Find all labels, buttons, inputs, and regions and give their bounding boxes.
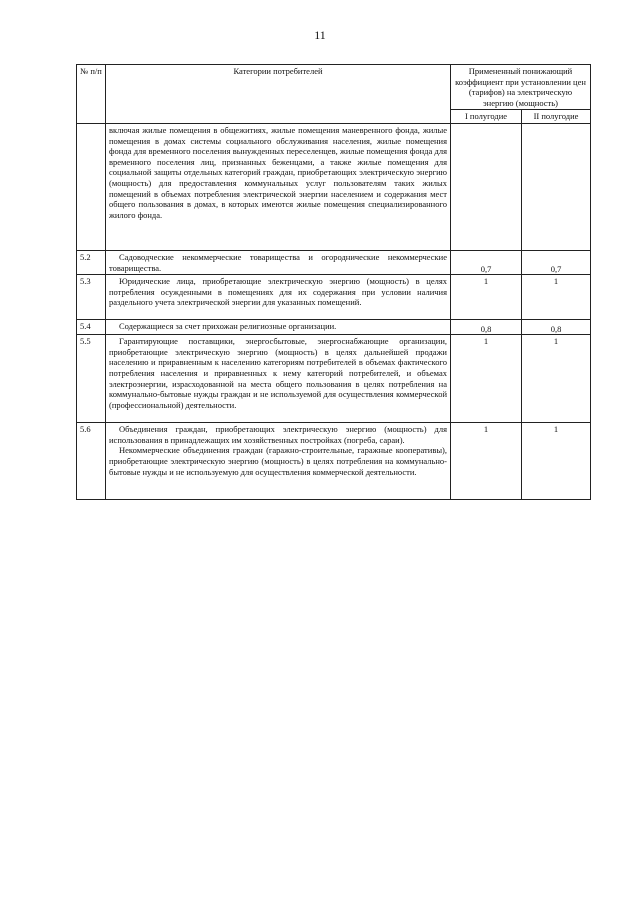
header-coefficient: Примененный понижающий коэффициент при установлении цен (тарифов) на электрическую энергию (мощность) — [451, 65, 591, 110]
row-category — [106, 123, 451, 250]
row-coef-first-half: 1 — [451, 335, 522, 423]
row-category — [106, 423, 451, 500]
row-coef-first-half: 1 — [451, 423, 522, 500]
row-coef-second-half — [522, 123, 591, 250]
category-text: Гарантирующие поставщики, энергосбытовые, энергоснабжающие организации, приобретающие электрическую энергию (мощность) в целях дальнейшей продажи населению и приравненным к населению категориям потребителей в объемах фактического потребления населения и приравненных к нему категорий потребителей, и объемах электроэнергии, израсходованной на места общего пользования в целях потребления на коммунально-бытовые нужды граждан и не используемой для осуществления коммерческой (профессиональной) деятельности. — [109, 336, 447, 410]
category-text-second: Некоммерческие объединения граждан (гаражно-строительные, гаражные кооперативы), приобретающие электрическую энергию (мощность) в целях потребления на коммунально-бытовые нужды и не используемую для осуществления коммерческой деятельности. — [109, 445, 447, 477]
page-number: 11 — [314, 28, 326, 42]
tariff-coefficient-table — [76, 64, 591, 500]
row-coef-second-half: 1 — [522, 423, 591, 500]
row-number: 5.2 — [77, 250, 106, 274]
category-text: Юридические лица, приобретающие электрическую энергию (мощность) в целях потребления осужденными в помещениях для их содержания при условии наличия раздельного учета электрической энергии для указанных помещений. — [109, 276, 447, 308]
row-category — [106, 275, 451, 320]
row-number: 5.5 — [77, 335, 106, 423]
category-text: Содержащиеся за счет прихожан религиозные организации. — [119, 321, 337, 332]
row-category — [106, 320, 451, 335]
row-number: 5.3 — [77, 275, 106, 320]
header-category: Категории потребителей — [106, 65, 451, 124]
table-row — [77, 423, 591, 500]
row-number: 5.6 — [77, 423, 106, 500]
row-coef-first-half — [451, 123, 522, 250]
row-coef-first-half: 0,7 — [451, 250, 522, 274]
row-category — [106, 250, 451, 274]
row-coef-second-half: 0,8 — [522, 320, 591, 335]
row-number: 5.4 — [77, 320, 106, 335]
row-coef-first-half: 1 — [451, 275, 522, 320]
row-coef-second-half: 0,7 — [522, 250, 591, 274]
table-row — [77, 250, 591, 274]
header-number: № п/п — [77, 65, 106, 124]
table-row — [77, 335, 591, 423]
table-row — [77, 320, 591, 335]
category-text: Садоводческие некоммерческие товарищества и огороднические некоммерческие товарищества. — [109, 251, 447, 273]
row-coef-first-half: 0,8 — [451, 320, 522, 335]
row-category — [106, 335, 451, 423]
category-text: Объединения граждан, приобретающих электрическую энергию (мощность) для использования в принадлежащих им хозяйственных постройках (погреба, сараи). — [109, 424, 447, 445]
table-row — [77, 123, 591, 250]
row-coef-second-half: 1 — [522, 335, 591, 423]
table-row — [77, 275, 591, 320]
header-first-half: I полугодие — [451, 110, 522, 124]
row-coef-second-half: 1 — [522, 275, 591, 320]
header-second-half: II полугодие — [522, 110, 591, 124]
row-number — [77, 123, 106, 250]
category-text: включая жилые помещения в общежитиях, жилые помещения маневренного фонда, жилые помещения в домах системы социального обслуживания населения, жилые помещения фонда для временного поселения вынужденных переселенцев, жилые помещения фонда для временного поселения лиц, признанных беженцами, а также жилые помещения для социальной защиты отдельных категорий граждан, приобретающих электрическую энергию (мощность) для предоставления коммунальных услуг пользователям таких жилых помещений в объемах потребления электрической энергии населением и содержания мест общего пользования в домах, в которых имеются жилые помещения специализированного жилого фонда. — [109, 124, 447, 220]
